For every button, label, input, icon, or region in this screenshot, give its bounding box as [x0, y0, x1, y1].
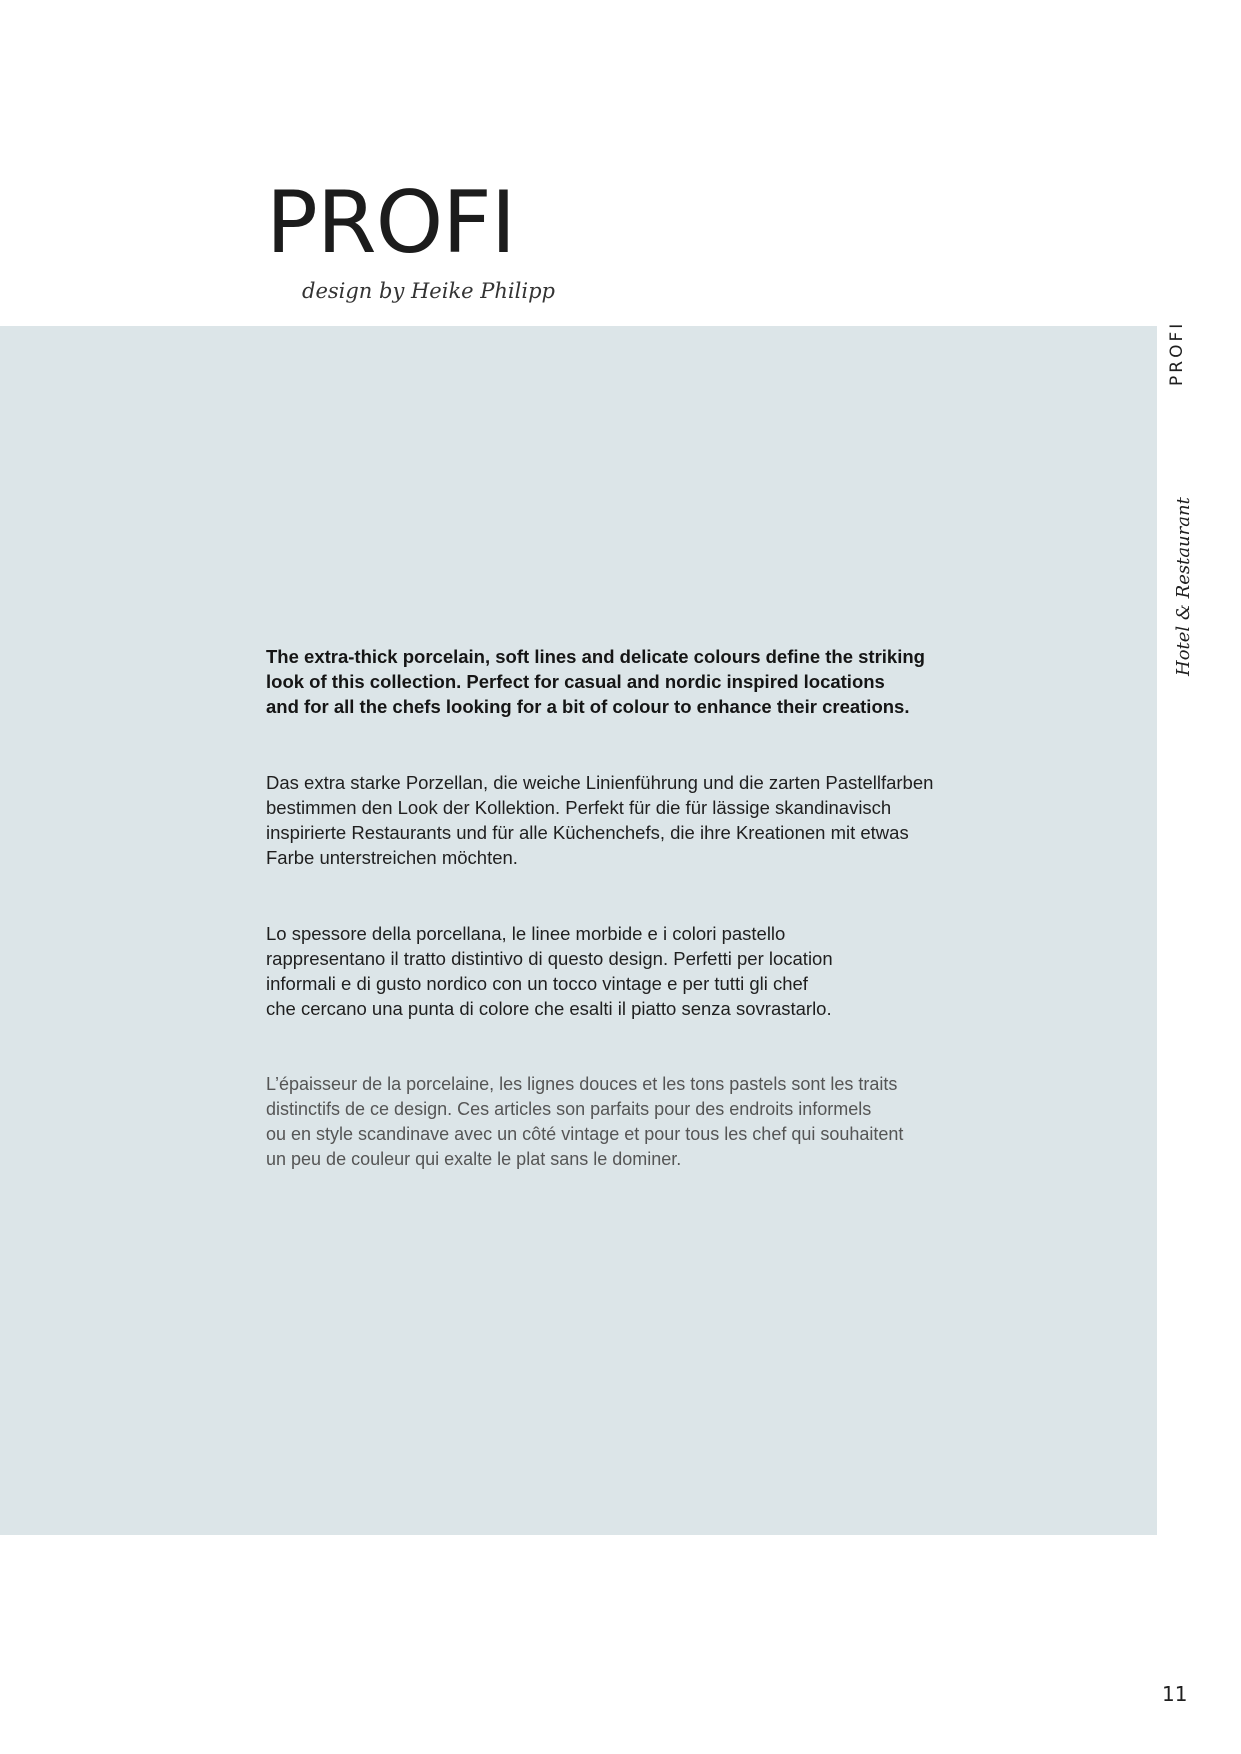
text-line: informali e di gusto nordico con un tocco vintage e per tutti gli chef [266, 973, 808, 994]
text-line: Lo spessore della porcellana, le linee morbide e i colori pastello [266, 923, 786, 944]
text-line: The extra-thick porcelain, soft lines and delicate colours define the striking [266, 646, 925, 667]
text-line: Das extra starke Porzellan, die weiche Linienführung und die zarten Pastellfarben [266, 772, 934, 793]
page-title: PROFI [266, 173, 516, 273]
text-line: distinctifs de ce design. Ces articles son parfaits pour des endroits informels [266, 1099, 872, 1119]
side-category-label: Hotel & Restaurant [1173, 497, 1194, 676]
text-line: che cercano una punta di colore che esalti il piatto senza sovrastarlo. [266, 998, 832, 1019]
text-line: inspirierte Restaurants und für alle Küchenchefs, die ihre Kreationen mit etwas [266, 822, 909, 843]
text-line: un peu de couleur qui exalte le plat sans le dominer. [266, 1149, 682, 1169]
text-line: rappresentano il tratto distintivo di questo design. Perfetti per location [266, 948, 833, 969]
text-line: ou en style scandinave avec un côté vintage et pour tous les chef qui souhaitent [266, 1124, 904, 1144]
description-english [266, 644, 1026, 719]
side-collection-label: PROFI [1167, 320, 1187, 386]
text-line: Farbe unterstreichen möchten. [266, 847, 518, 868]
text-line: and for all the chefs looking for a bit of colour to enhance their creations. [266, 696, 910, 717]
designer-credit: design by Heike Philipp [302, 279, 555, 303]
text-line: L’épaisseur de la porcelaine, les lignes douces et les tons pastels sont les traits [266, 1074, 898, 1094]
text-line: look of this collection. Perfect for casual and nordic inspired locations [266, 671, 885, 692]
description-italian [266, 921, 1026, 1021]
description-french [266, 1072, 1026, 1172]
description-german [266, 770, 1026, 870]
text-line: bestimmen den Look der Kollektion. Perfekt für die für lässige skandinavisch [266, 797, 892, 818]
page-number: 11 [1162, 1682, 1188, 1706]
